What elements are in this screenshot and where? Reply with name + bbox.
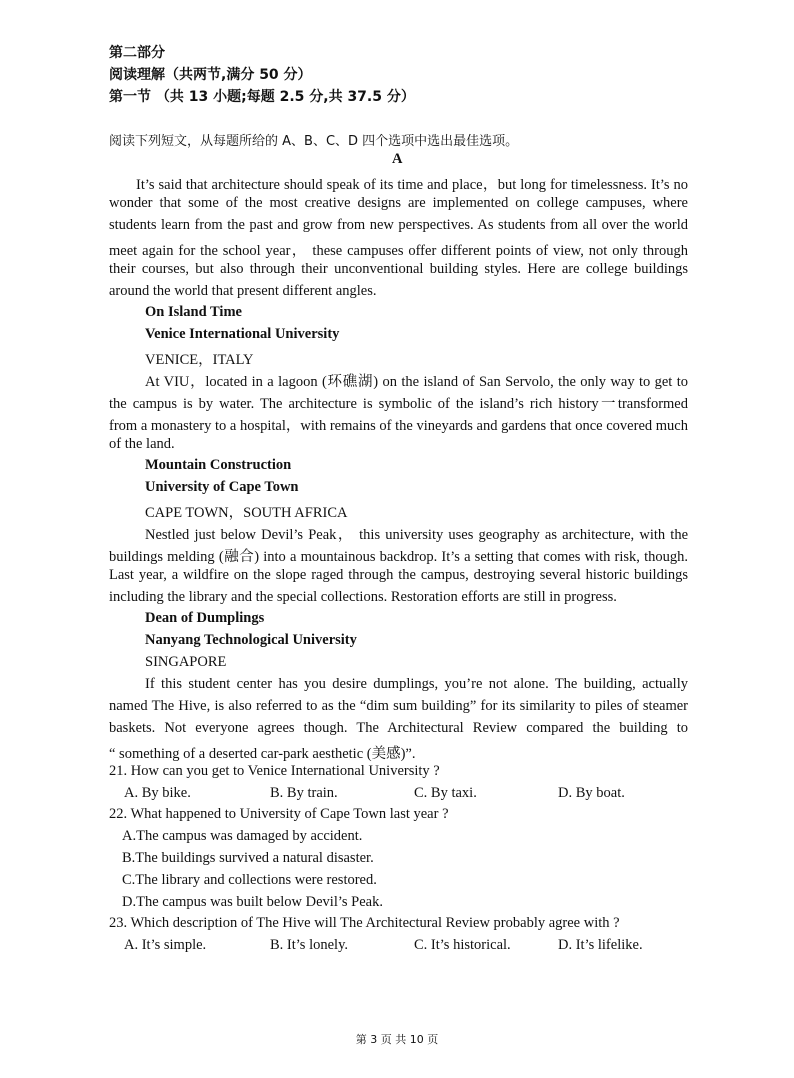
option-c[interactable]: C. It’s historical.: [414, 937, 511, 953]
question-text: 22. What happened to University of Cape Town last year ?: [109, 806, 449, 822]
intro-line: students learn from the past and grow from new perspectives. As students from all over the world: [109, 217, 688, 233]
section-line: from a monastery to a hospital，with remains of the vineyards and gardens that once covered much: [109, 418, 688, 434]
section-heading: On Island Time: [145, 304, 242, 320]
university-location: CAPE TOWN，SOUTH AFRICA: [145, 505, 348, 521]
section-line: “ something of a deserted car-park aesthetic (美感)”.: [109, 746, 416, 762]
part-heading: 第二部分: [109, 45, 165, 61]
section-line: If this student center has you desire dumplings, you’re not alone. The building, actually: [145, 676, 688, 692]
section-line: the campus is by water. The architecture is symbolic of the island’s rich history一transformed: [109, 396, 688, 412]
section-line: including the library and the special collections. Restoration efforts are still in progress.: [109, 589, 617, 605]
section-line: baskets. Not everyone agrees though. The Architectural Review compared the building to: [109, 720, 688, 736]
question-text: 21. How can you get to Venice International University ?: [109, 763, 440, 779]
section-line: named The Hive, is also referred to as the “dim sum building” for its similarity to piles of steamer: [109, 698, 688, 714]
option-a[interactable]: A. By bike.: [124, 785, 191, 801]
section-title: 阅读理解（共两节,满分 50 分）: [109, 67, 312, 83]
question-text: 23. Which description of The Hive will The Architectural Review probably agree with ?: [109, 915, 620, 931]
option-c[interactable]: C. By taxi.: [414, 785, 477, 801]
intro-line: It’s said that architecture should speak of its time and place，but long for timelessness. It’s no: [136, 177, 688, 193]
section-heading: Mountain Construction: [145, 457, 292, 473]
university-name: Nanyang Technological University: [145, 632, 357, 648]
option-a[interactable]: A. It’s simple.: [124, 937, 207, 953]
option-d[interactable]: D.The campus was built below Devil’s Peak.: [122, 894, 383, 910]
option-a[interactable]: A.The campus was damaged by accident.: [122, 828, 363, 844]
option-d[interactable]: D. It’s lifelike.: [558, 937, 643, 953]
university-name: University of Cape Town: [145, 479, 299, 495]
section-line: At VIU，located in a lagoon (环礁湖) on the island of San Servolo, the only way to get to: [145, 374, 688, 390]
section-line: Nestled just below Devil’s Peak， this university uses geography as architecture, with the: [145, 527, 688, 543]
section-line: Last year, a wildfire on the slope raged through the campus, destroying several historic buildings: [109, 567, 688, 583]
passage-label: A: [392, 151, 403, 167]
section-heading: Dean of Dumplings: [145, 610, 265, 626]
intro-line: around the world that present different angles.: [109, 283, 377, 299]
instruction-text: 阅读下列短文，从每题所给的 A、B、C、D 四个选项中选出最佳选项。: [109, 134, 519, 149]
option-b[interactable]: B. By train.: [270, 785, 338, 801]
intro-line: their courses, but also through their unconventional building styles. Here are college buildings: [109, 261, 688, 277]
section-line: of the land.: [109, 436, 175, 452]
subsection-title: 第一节 （共 13 小题;每题 2.5 分,共 37.5 分）: [109, 89, 415, 105]
option-b[interactable]: B. It’s lonely.: [270, 937, 349, 953]
section-line: buildings melding (融合) into a mountainous backdrop. It’s a setting that comes with risk, though.: [109, 549, 688, 565]
page-number: 第 3 页 共 10 页: [355, 1033, 439, 1046]
university-location: SINGAPORE: [145, 654, 227, 670]
option-b[interactable]: B.The buildings survived a natural disaster.: [122, 850, 374, 866]
option-c[interactable]: C.The library and collections were restored.: [122, 872, 377, 888]
intro-line: meet again for the school year， these campuses offer different points of view, not only through: [109, 243, 688, 259]
option-d[interactable]: D. By boat.: [558, 785, 625, 801]
intro-line: wonder that some of the most creative designs are implemented on college campuses, where: [109, 195, 688, 211]
university-name: Venice International University: [145, 326, 340, 342]
university-location: VENICE，ITALY: [145, 352, 254, 368]
